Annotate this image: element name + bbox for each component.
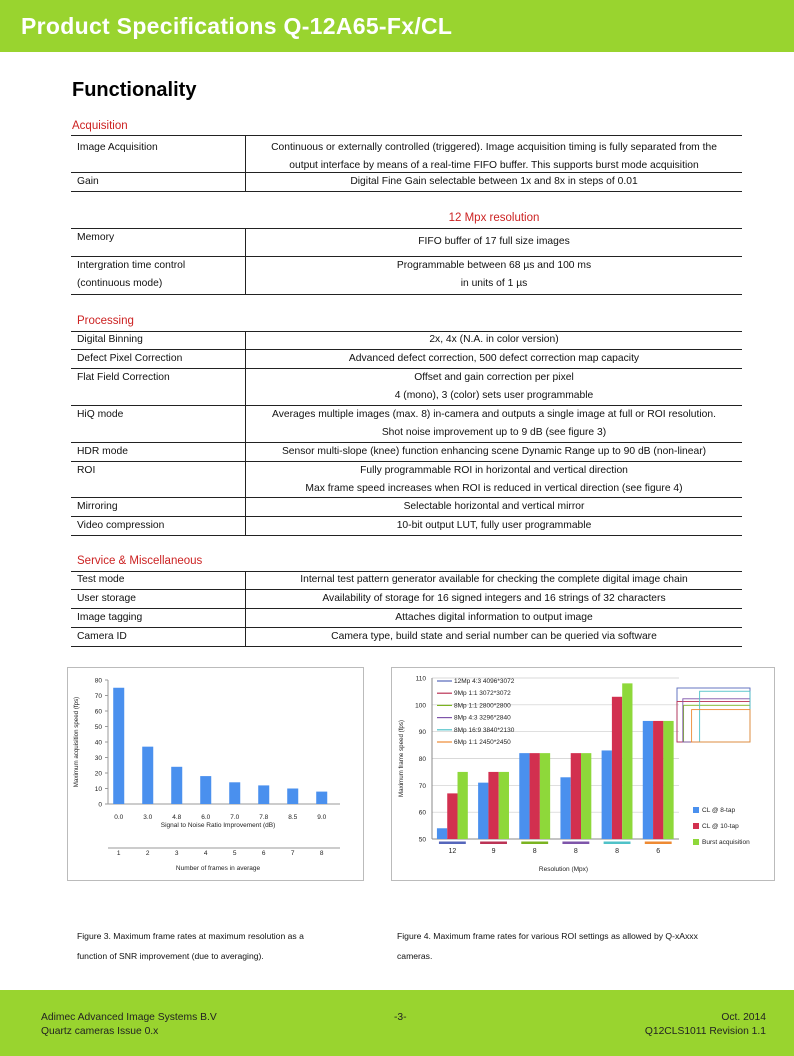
row-label: Test mode — [77, 574, 125, 585]
x-tick-label: 4.8 — [172, 814, 182, 821]
table-row — [71, 462, 742, 498]
x-tick-label: 9 — [491, 848, 496, 855]
x-tick-label: 7.8 — [259, 814, 269, 821]
row-value — [246, 139, 742, 175]
bar — [142, 747, 153, 804]
row-value — [246, 369, 742, 405]
y-tick-label: 50 — [94, 724, 102, 731]
row-value: Attaches digital information to output image — [395, 612, 593, 623]
x-tick-label: 8 — [615, 848, 619, 855]
series-legend-swatch — [693, 807, 699, 813]
row-label: Flat Field Correction — [77, 372, 170, 383]
value-line: Shot noise improvement up to 9 dB (see figure 3) — [381, 427, 607, 439]
footer-bar — [0, 990, 794, 1056]
chart-frame-roi — [391, 667, 775, 881]
x-tick-label: 8.5 — [288, 814, 298, 821]
roi-rectangle — [692, 710, 750, 742]
row-value: Internal test pattern generator available for checking the complete digital image chain — [300, 574, 688, 585]
roi-marker — [439, 842, 466, 845]
resolution-header: 12 Mpx resolution — [448, 212, 540, 224]
y-axis-label: Maximum acquisition speed (fps) — [73, 696, 80, 788]
table-row — [71, 257, 742, 295]
row-label: HDR mode — [77, 446, 128, 457]
bar — [447, 793, 457, 839]
y-tick-label: 60 — [418, 809, 426, 817]
row-value: Digital Fine Gain selectable between 1x and 8x in steps of 0.01 — [350, 176, 638, 187]
y-tick-label: 90 — [418, 729, 426, 737]
x-tick-label: 8 — [573, 848, 578, 855]
x-tick-label: 6 — [656, 848, 661, 855]
roi-marker — [645, 842, 672, 845]
row-value — [246, 462, 742, 498]
x-tick-label: 8 — [532, 848, 537, 855]
x-tick-label: 9.0 — [317, 814, 327, 821]
bar — [316, 792, 327, 804]
series-legend-label: Burst acquisition — [702, 839, 750, 846]
roi-rectangle — [677, 702, 750, 743]
table-row — [71, 609, 742, 628]
row-label: Mirroring — [77, 501, 118, 512]
row-label: Image tagging — [77, 612, 143, 623]
footer-issue: Quartz cameras Issue 0.x — [41, 1026, 159, 1037]
bar — [458, 772, 468, 839]
footer-revision: Q12CLS1011 Revision 1.1 — [644, 1026, 766, 1037]
bar — [488, 772, 498, 839]
group-acquisition: Acquisition — [72, 120, 128, 132]
table-row — [71, 443, 742, 462]
bar — [478, 783, 488, 839]
roi-legend-label: 8Mp 1:1 2800*2800 — [454, 702, 511, 710]
row-value: 10-bit output LUT, fully user programmable — [396, 520, 592, 531]
series-legend-label: CL @ 8-tap — [702, 807, 736, 814]
row-value: Camera type, build state and serial number can be queried via software — [331, 631, 657, 642]
secondary-axis-label: Number of frames in average — [175, 865, 261, 872]
chart-snr — [68, 668, 363, 880]
secondary-tick-label: 5 — [232, 850, 237, 857]
caption-line: Figure 4. Maximum frame rates for various ROI settings as allowed by Q-xAxxx — [397, 931, 698, 941]
y-axis-label: Maximum frame speed (fps) — [398, 719, 405, 798]
group-processing: Processing — [77, 315, 134, 327]
table-row — [71, 331, 742, 350]
y-tick-label: 70 — [94, 693, 102, 700]
roi-rectangle — [677, 688, 750, 742]
table-row — [71, 228, 742, 257]
footer-page-number: -3- — [394, 1012, 407, 1023]
bar — [581, 753, 591, 839]
series-legend-swatch — [693, 823, 699, 829]
row-value: Selectable horizontal and vertical mirror — [403, 501, 585, 512]
label-line: Intergration time control — [77, 260, 186, 271]
y-tick-label: 60 — [94, 708, 102, 716]
row-label: Camera ID — [77, 631, 127, 642]
row-value: Sensor multi-slope (knee) function enhancing scene Dynamic Range up to 90 dB (non-linear) — [281, 446, 707, 457]
roi-legend-label: 9Mp 1:1 3072*3072 — [454, 690, 511, 698]
y-tick-label: 10 — [94, 786, 102, 793]
value-line: 4 (mono), 3 (color) sets user programmable — [394, 390, 594, 402]
y-tick-label: 0 — [98, 801, 102, 809]
bar — [530, 753, 540, 839]
bar — [663, 721, 673, 839]
table-row — [71, 135, 742, 173]
roi-legend-label: 8Mp 4:3 3296*2840 — [454, 714, 511, 722]
bar — [229, 782, 240, 804]
secondary-tick-label: 8 — [319, 850, 324, 857]
caption-line: Figure 3. Maximum frame rates at maximum resolution as a — [77, 931, 304, 941]
row-label: Image Acquisition — [77, 142, 158, 153]
series-legend-swatch — [693, 839, 699, 845]
secondary-tick-label: 7 — [290, 850, 295, 857]
roi-legend-label: 8Mp 16:9 3840*2130 — [454, 726, 515, 734]
table-row — [71, 173, 742, 192]
footer-date: Oct. 2014 — [721, 1012, 766, 1023]
bar — [258, 785, 269, 804]
y-tick-label: 50 — [418, 836, 426, 844]
y-tick-label: 20 — [94, 770, 102, 778]
roi-legend-label: 6Mp 1:1 2450*2450 — [454, 739, 511, 746]
bar — [519, 753, 529, 839]
row-value — [246, 257, 742, 293]
y-tick-label: 80 — [94, 677, 102, 685]
row-value: FIFO buffer of 17 full size images — [418, 236, 570, 247]
secondary-tick-label: 6 — [261, 850, 266, 857]
y-tick-label: 30 — [94, 755, 102, 762]
footer-company: Adimec Advanced Image Systems B.V — [41, 1012, 217, 1023]
x-tick-label: 0.0 — [114, 814, 124, 821]
bar — [171, 767, 182, 804]
chart-frame-snr — [67, 667, 364, 881]
x-tick-label: 7.0 — [230, 814, 240, 821]
bar — [113, 688, 124, 804]
bar — [622, 683, 632, 839]
roi-legend-label: 12Mp 4:3 4096*3072 — [454, 678, 515, 685]
bar — [499, 772, 509, 839]
table-row — [71, 406, 742, 443]
table-row — [71, 498, 742, 517]
bar — [200, 776, 211, 804]
y-tick-label: 70 — [418, 782, 426, 790]
row-label: Digital Binning — [77, 334, 143, 345]
value-line: output interface by means of a real-time FIFO buffer. This supports burst mode acquisition — [289, 160, 699, 172]
figure-3-caption — [77, 926, 377, 966]
bar — [602, 750, 612, 839]
row-label: Memory — [77, 232, 115, 243]
x-tick-label: 12 — [448, 848, 457, 855]
secondary-tick-label: 4 — [203, 850, 208, 857]
bar — [653, 721, 663, 839]
secondary-tick-label: 2 — [145, 850, 150, 857]
y-tick-label: 110 — [415, 675, 426, 683]
bar — [560, 777, 570, 839]
row-label: Video compression — [77, 520, 165, 531]
value-line: Continuous or externally controlled (triggered). Image acquisition timing is fully separated from the — [271, 142, 717, 153]
table-row — [71, 628, 742, 647]
row-label: ROI — [77, 465, 96, 476]
bar — [643, 721, 653, 839]
roi-rectangle — [684, 705, 750, 742]
row-value: Availability of storage for 16 signed integers and 16 strings of 32 characters — [322, 593, 666, 604]
bar — [612, 697, 622, 839]
figure-4-caption — [397, 926, 757, 966]
roi-marker — [604, 842, 631, 845]
caption-line: function of SNR improvement (due to averaging). — [77, 951, 264, 961]
x-axis-label: Signal to Noise Ratio Improvement (dB) — [160, 822, 276, 829]
table-row — [71, 590, 742, 609]
label-line: (continuous mode) — [77, 278, 163, 290]
y-tick-label: 100 — [415, 702, 426, 710]
section-title: Functionality — [72, 79, 197, 101]
x-axis-label: Resolution (Mpx) — [538, 866, 589, 873]
value-line: Programmable between 68 µs and 100 ms — [396, 260, 592, 271]
table-row — [71, 571, 742, 590]
value-line: Offset and gain correction per pixel — [414, 372, 574, 383]
row-label: Gain — [77, 176, 99, 187]
row-value: Advanced defect correction, 500 defect correction map capacity — [348, 353, 640, 364]
header-bar — [0, 0, 794, 52]
bar — [437, 828, 447, 839]
chart-roi — [392, 668, 774, 880]
roi-marker — [521, 842, 548, 845]
y-tick-label: 80 — [418, 756, 426, 763]
row-label: Defect Pixel Correction — [77, 353, 183, 364]
bar — [540, 753, 550, 839]
secondary-tick-label: 3 — [174, 850, 179, 857]
series-legend-label: CL @ 10-tap — [702, 823, 739, 830]
table-row — [71, 350, 742, 369]
roi-marker — [562, 842, 589, 845]
table-row — [71, 369, 742, 406]
caption-line: cameras. — [397, 951, 433, 961]
value-line: Averages multiple images (max. 8) in-camera and outputs a single image at full or ROI resolution. — [272, 409, 716, 420]
row-value: 2x, 4x (N.A. in color version) — [429, 334, 559, 345]
row-value — [246, 406, 742, 442]
x-tick-label: 3.0 — [143, 814, 153, 821]
value-line: Fully programmable ROI in horizontal and vertical direction — [360, 465, 628, 476]
row-label: HiQ mode — [77, 409, 124, 420]
row-label — [77, 257, 242, 293]
roi-marker — [480, 842, 507, 845]
bar — [287, 789, 298, 805]
bar — [571, 753, 581, 839]
group-service: Service & Miscellaneous — [77, 555, 203, 567]
secondary-tick-label: 1 — [116, 850, 121, 857]
table-row — [71, 517, 742, 536]
value-line: in units of 1 µs — [460, 278, 528, 290]
x-tick-label: 6.0 — [201, 814, 211, 821]
value-line: Max frame speed increases when ROI is reduced in vertical direction (see figure 4) — [305, 483, 683, 495]
page-header-title: Product Specifications Q-12A65-Fx/CL — [21, 13, 453, 39]
y-tick-label: 40 — [94, 739, 102, 747]
row-label: User storage — [77, 593, 136, 604]
